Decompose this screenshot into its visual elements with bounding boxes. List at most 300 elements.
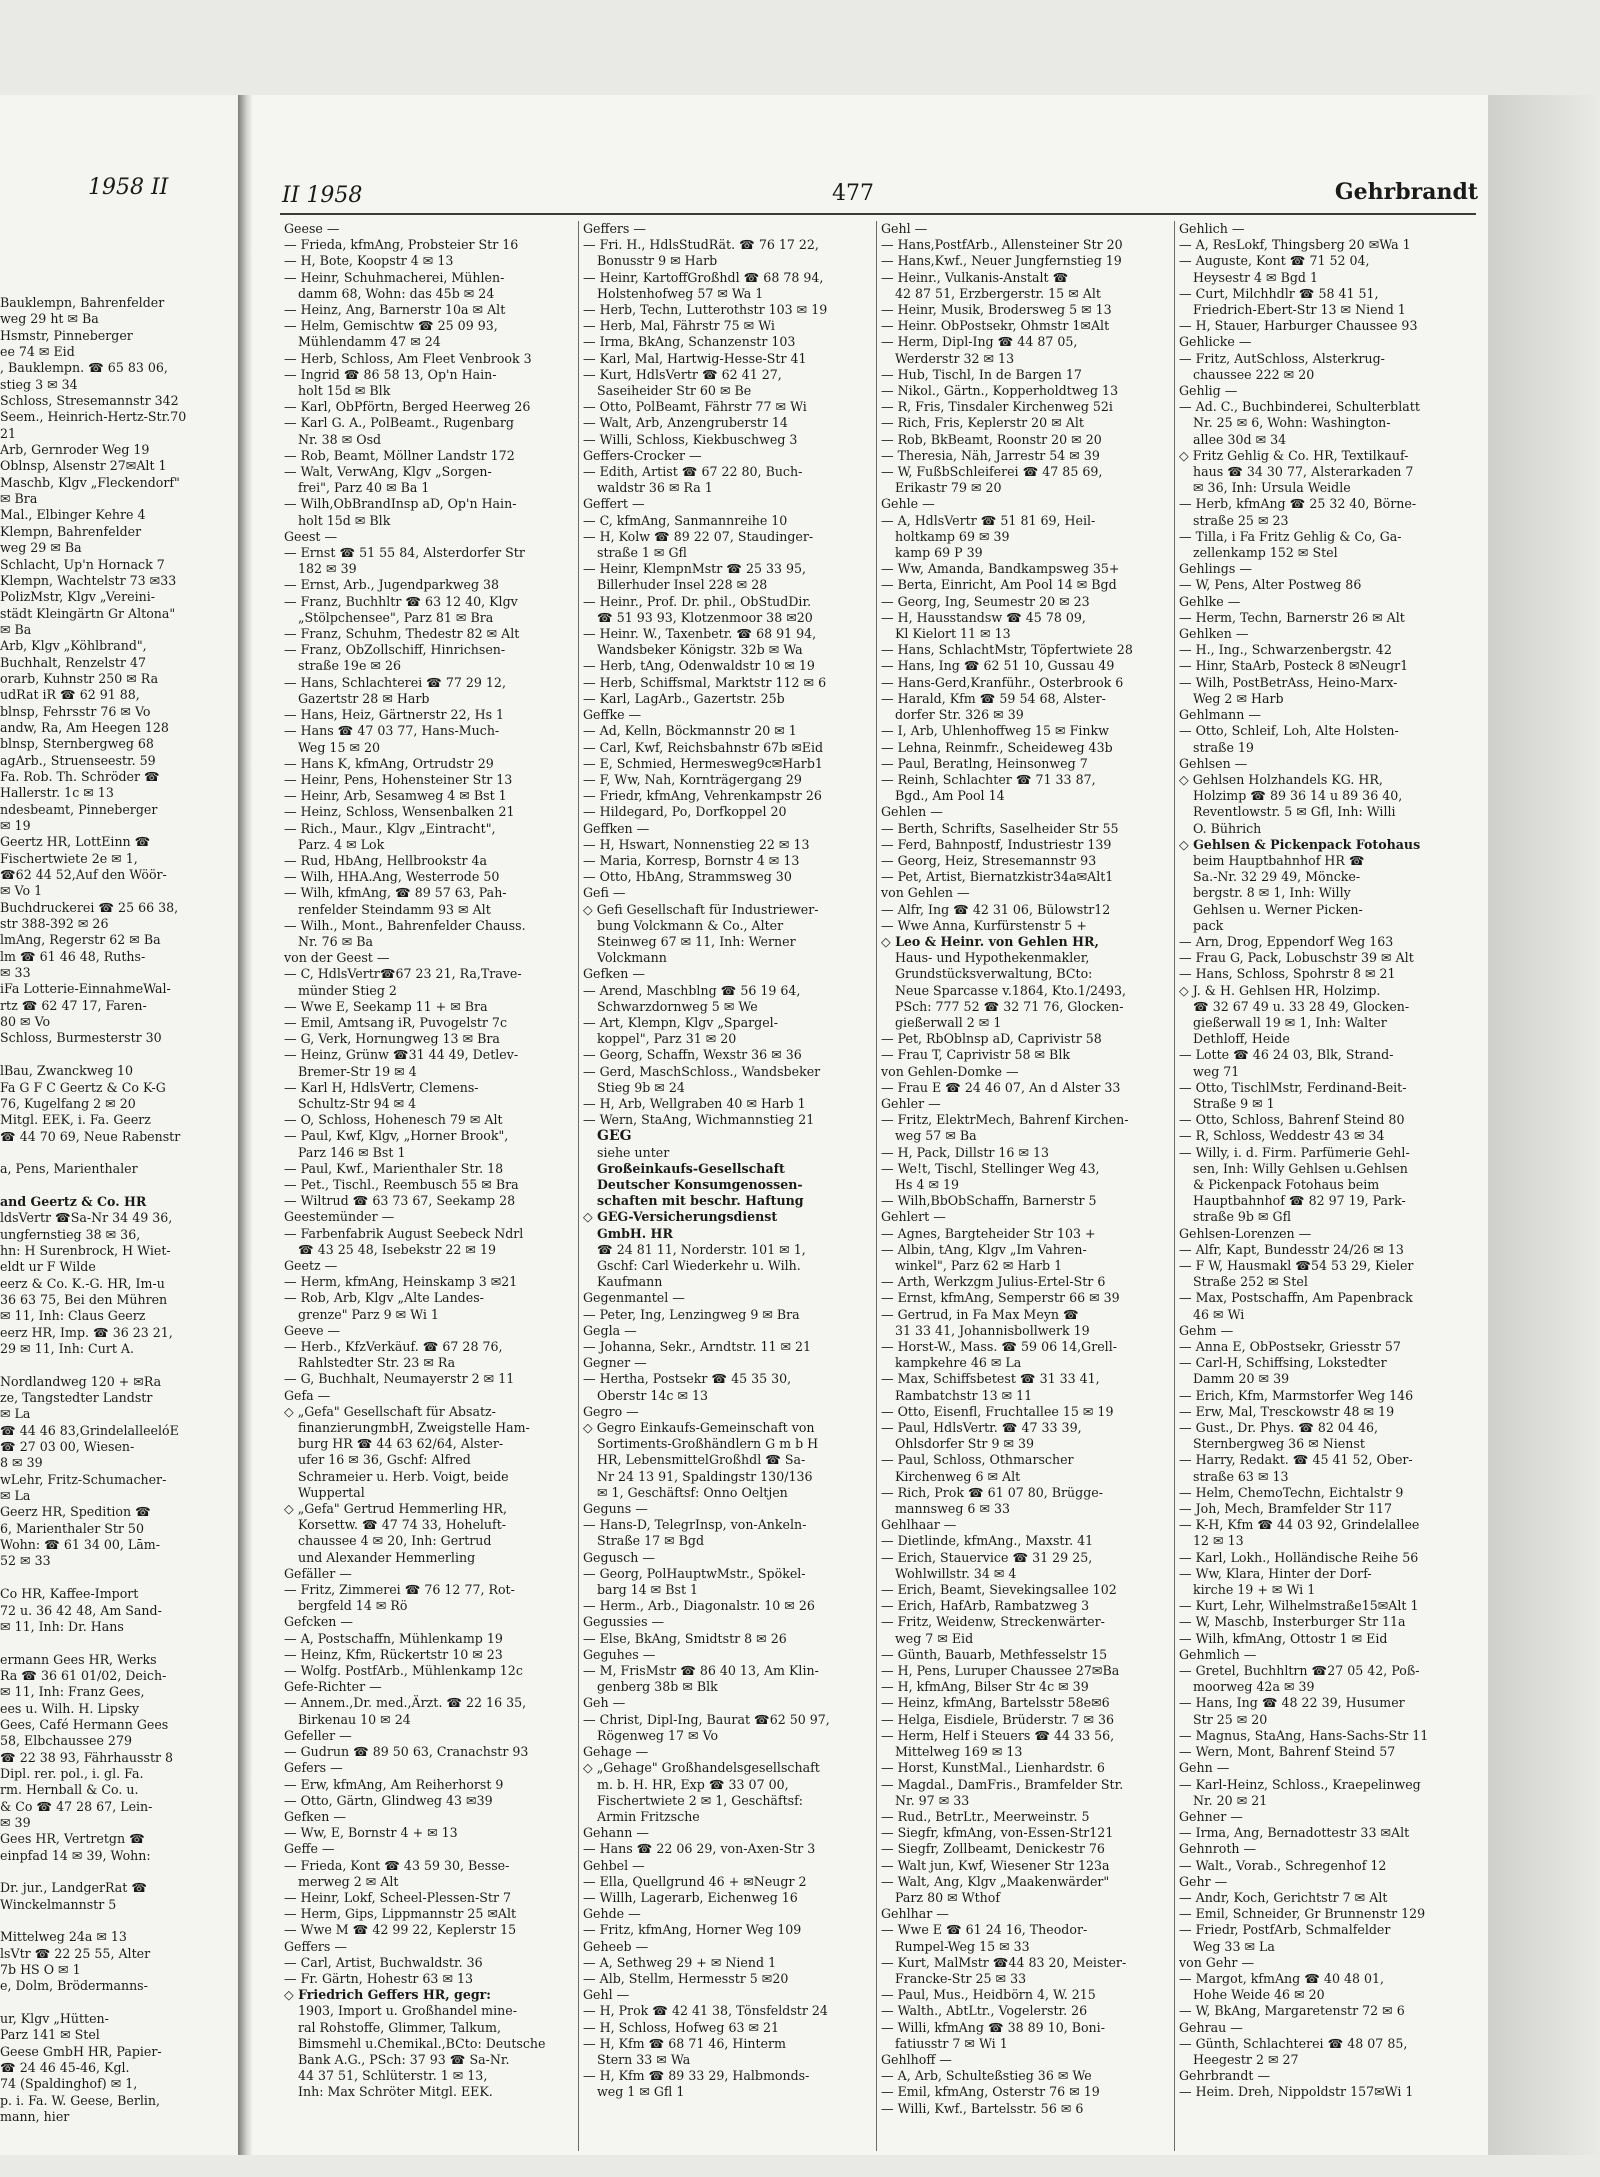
directory-entry-line: — Fritz, AutSchloss, Alsterkrug- [1179, 350, 1385, 366]
directory-entry-line: finanzierungmbH, Zweigstelle Ham- [298, 1420, 530, 1436]
directory-entry-line: — Rich., Maur., Klgv „Eintracht", [284, 820, 496, 836]
directory-entry-line: Inh: Max Schröter Mitgl. EEK. [298, 2084, 493, 2100]
directory-entry-line: — Hans,PostfArb., Allensteiner Str 20 [881, 237, 1123, 253]
surname-heading: Gehlmann — [1179, 707, 1261, 723]
surname-heading: Gehner — [1179, 1808, 1243, 1824]
left-entry-line: p. i. Fa. W. Geese, Berlin, [0, 2092, 161, 2108]
surname-heading: Gehlhaar — [881, 1517, 957, 1533]
directory-entry-line: holt 15d ✉ Blk [298, 383, 391, 399]
directory-entry-line: — Harald, Kfm ☎ 59 54 68, Alster- [881, 690, 1106, 706]
directory-entry-line: — Hans-Gerd,Kranführ., Osterbrook 6 [881, 674, 1124, 690]
directory-entry-line: — Tilla, i Fa Fritz Gehlig & Co, Ga- [1179, 528, 1402, 544]
left-entry-line: 6, Marienthaler Str 50 [0, 1520, 144, 1536]
left-entry-line: Arb, Gernroder Weg 19 [0, 442, 150, 458]
left-entry-line: eerz & Co. K.-G. HR, Im-u [0, 1275, 165, 1291]
directory-column-1 [280, 221, 578, 2151]
directory-entry-line: — Hans, Ing ☎ 48 22 39, Husumer [1179, 1695, 1405, 1711]
directory-entry-line: Birkenau 10 ✉ 24 [298, 1711, 411, 1727]
directory-entry-line: — Hans K, kfmAng, Ortrudstr 29 [284, 755, 494, 771]
directory-entry-line: — Farbenfabrik August Seebeck Ndrl [284, 1225, 524, 1241]
surname-heading: Gehle — [881, 496, 935, 512]
directory-entry-line: — Hans, Ing ☎ 62 51 10, Gussau 49 [881, 658, 1115, 674]
directory-entry-line: ◇ Friedrich Geffers HR, gegr: [284, 1987, 491, 2003]
surname-heading: Gehlhoff — [881, 2051, 952, 2067]
directory-entry-line: Francke-Str 25 ✉ 33 [895, 1970, 1027, 1986]
directory-entry-line: GEG [597, 1128, 632, 1145]
directory-entry-line: — Horst, KunstMal., Lienhardstr. 6 [881, 1760, 1105, 1776]
directory-entry-line: — Heinr, Pens, Hohensteiner Str 13 [284, 771, 513, 787]
directory-entry-line: Ohlsdorfer Str 9 ✉ 39 [895, 1436, 1035, 1452]
directory-entry-line: — Wwe E ☎ 61 24 16, Theodor- [881, 1922, 1088, 1938]
left-entry-line: Schloss, Burmesterstr 30 [0, 1030, 162, 1046]
directory-entry-line: winkel", Parz 62 ✉ Harb 1 [895, 1258, 1063, 1273]
directory-entry-line: — Fr. Gärtn, Hohestr 63 ✉ 13 [284, 1970, 474, 1986]
directory-entry-line: pack [1193, 917, 1224, 933]
directory-entry-line: — Berth, Schrifts, Saselheider Str 55 [881, 820, 1119, 836]
surname-heading: Gegner — [583, 1355, 647, 1371]
directory-entry-line: — Otto, Schloss, Bahrenf Steind 80 [1179, 1112, 1405, 1128]
directory-entry-line: — Herm, Helf i Steuers ☎ 44 33 56, [881, 1727, 1115, 1743]
left-entry-line: Hsmstr, Pinneberger [0, 327, 133, 343]
directory-entry-line: — Hans ☎ 47 03 77, Hans-Much- [284, 723, 500, 739]
left-entry-line: 21 [0, 425, 17, 441]
directory-entry-line: — W, BkAng, Margaretenstr 72 ✉ 6 [1179, 2003, 1405, 2019]
left-entry-line: ze, Tangstedter Landstr [0, 1390, 153, 1406]
directory-entry-line: ☎ 24 81 11, Norderstr. 101 ✉ 1, [597, 1241, 806, 1257]
left-entry-line: and Geertz & Co. HR [0, 1193, 147, 1209]
page-year: II 1958 [282, 183, 363, 208]
directory-entry-line: grenze" Parz 9 ✉ Wi 1 [298, 1306, 439, 1322]
left-entry-line: 76, Kugelfang 2 ✉ 20 [0, 1095, 136, 1111]
directory-entry-line: bung Volckmann & Co., Alter [597, 917, 784, 933]
directory-entry-line: — H, kfmAng, Bilser Str 4c ✉ 39 [881, 1679, 1089, 1695]
directory-entry-line: — Karl-Heinz, Schloss., Kraepelinweg [1179, 1776, 1421, 1792]
directory-entry-line: — G, Buchhalt, Neumayerstr 2 ✉ 11 [284, 1371, 515, 1387]
directory-entry-line: holt 15d ✉ Blk [298, 512, 391, 528]
left-entry-line: städt Kleingärtn Gr Altona" [0, 605, 176, 621]
directory-entry-line: — Herb, Schiffsmal, Marktstr 112 ✉ 6 [583, 674, 827, 690]
page-number: 477 [832, 181, 874, 206]
directory-entry-line: — Hinr, StaArb, Posteck 8 ✉Neugr1 [1179, 658, 1409, 674]
directory-entry-line: — Georg, Ing, Seumestr 20 ✉ 23 [881, 593, 1090, 609]
directory-entry-line: — I, Arb, Uhlenhoffweg 15 ✉ Finkw [881, 723, 1109, 739]
directory-entry-line: Nr 24 13 91, Spaldingstr 130/136 [597, 1468, 813, 1484]
directory-entry-line: — Ingrid ☎ 86 58 13, Op'n Hain- [284, 366, 497, 382]
directory-entry-line: Schrameier u. Herb. Voigt, beide [298, 1468, 509, 1484]
directory-entry-line: — Wolfg. PostfArb., Mühlenkamp 12c [284, 1663, 523, 1679]
directory-entry-line: — Ww, Amanda, Bandkampsweg 35+ [881, 561, 1120, 577]
left-entry-line: ☎ 24 46 45-46, Kgl. [0, 2060, 130, 2076]
directory-entry-line: Saseiheider Str 60 ✉ Be [597, 383, 752, 399]
directory-entry-line: — H, Kfm ☎ 68 71 46, Hinterm [583, 2035, 786, 2051]
surname-heading: Gehlen — [881, 804, 943, 820]
left-entry-line: ✉ 11, Inh: Dr. Hans [0, 1618, 124, 1634]
surname-heading: Geffke — [583, 707, 642, 723]
surname-heading: Gehlert — [881, 1209, 946, 1225]
left-entry-line: Wohn: ☎ 61 34 00, Lām- [0, 1537, 160, 1553]
directory-entry-line: — F W, Hausmakl ☎54 53 29, Kieler [1179, 1258, 1414, 1273]
surname-heading: von Gehr — [1179, 1954, 1255, 1970]
directory-entry-line: — A, HdlsVertr ☎ 51 81 69, Heil- [881, 512, 1096, 528]
directory-entry-line: — Emil, kfmAng, Osterstr 76 ✉ 19 [881, 2084, 1100, 2100]
directory-entry-line: — Hans,Kwf., Neuer Jungfernstieg 19 [881, 253, 1122, 269]
directory-entry-line: Hohe Weide 46 ✉ 20 [1193, 1987, 1325, 2003]
directory-entry-line: — Hans-D, TelegrInsp, von-Ankeln- [583, 1517, 807, 1533]
directory-entry-line: — Emil, Amtsang iR, Puvogelstr 7c [284, 1014, 507, 1030]
directory-entry-line: Korsettw. ☎ 47 74 33, Hoheluft- [298, 1517, 507, 1533]
directory-entry-line: Weg 33 ✉ La [1193, 1938, 1275, 1954]
directory-entry-line: — Gertrud, in Fa Max Meyn ☎ [881, 1306, 1079, 1322]
directory-entry-line: — Frau G, Pack, Lobuschstr 39 ✉ Alt [1179, 950, 1414, 966]
left-entry-line: andw, Ra, Am Heegen 128 [0, 719, 169, 735]
directory-entry-line: — Gudrun ☎ 89 50 63, Cranachstr 93 [284, 1744, 529, 1760]
left-entry-line: Buchhalt, Renzelstr 47 [0, 654, 146, 670]
directory-entry-line: straße 25 ✉ 23 [1193, 512, 1289, 528]
directory-entry-line: — Siegfr, Zollbeamt, Denickestr 76 [881, 1841, 1105, 1857]
left-entry-line: ☎ 44 70 69, Neue Rabenstr [0, 1128, 181, 1144]
directory-entry-line: — Berta, Einricht, Am Pool 14 ✉ Bgd [881, 577, 1117, 593]
directory-entry-line: — H, Prok ☎ 42 41 38, Tönsfeldstr 24 [583, 2003, 828, 2019]
directory-entry-line: ☎ 32 67 49 u. 33 28 49, Glocken- [1193, 998, 1410, 1014]
directory-entry-line: chaussee 4 ✉ 20, Inh: Gertrud [298, 1533, 492, 1549]
directory-entry-line: weg 71 [1193, 1063, 1240, 1079]
directory-entry-line: bergfeld 14 ✉ Rö [298, 1598, 408, 1614]
left-entry-line: Schlacht, Up'n Hornack 7 [0, 556, 165, 572]
left-entry-line: 29 ✉ 11, Inh: Curt A. [0, 1341, 134, 1356]
directory-entry-line: — Herb, tAng, Odenwaldstr 10 ✉ 19 [583, 658, 815, 674]
directory-entry-line: — Alfr, Kapt, Bundesstr 24/26 ✉ 13 [1179, 1241, 1404, 1257]
surname-heading: Gefers — [284, 1760, 343, 1776]
directory-entry-line: — Carl, Artist, Buchwaldstr. 36 [284, 1954, 483, 1970]
left-entry-line: lm ☎ 61 46 48, Ruths- [0, 948, 146, 964]
directory-entry-line: — Heinr, Arb, Sesamweg 4 ✉ Bst 1 [284, 788, 507, 804]
directory-entry-line: Nr. 97 ✉ 33 [895, 1792, 970, 1808]
directory-entry-line: ✉ 1, Geschäftsf: Onno Oeltjen [597, 1484, 788, 1500]
directory-entry-line: — O, Schloss, Hohenesch 79 ✉ Alt [284, 1112, 503, 1128]
directory-entry-line: — Auguste, Kont ☎ 71 52 04, [1179, 253, 1370, 269]
directory-entry-line: — Wilh, kfmAng, ☎ 89 57 63, Pah- [284, 885, 507, 901]
directory-entry-line: ufer 16 ✉ 36, Gschf: Alfred [298, 1452, 471, 1468]
directory-column-2 [578, 221, 876, 2151]
directory-entry-line: HR, LebensmittelGroßhdl ☎ Sa- [597, 1452, 806, 1468]
directory-entry-line: Sortiments-Großhändlern G m b H [597, 1436, 819, 1452]
left-entry-line: ☎ 44 46 83,GrindelalleelóE [0, 1422, 179, 1438]
left-entry-line: ✉ Ba [0, 621, 32, 637]
directory-entry-line: ◇ Gehlsen Holzhandels KG. HR, [1179, 771, 1383, 787]
surname-heading: Gehl — [583, 1987, 630, 2003]
directory-entry-line: — Dietlinde, kfmAng., Maxstr. 41 [881, 1533, 1094, 1549]
directory-entry-line: — Willy, i. d. Firm. Parfümerie Gehl- [1179, 1144, 1410, 1160]
left-entry-line: 8 ✉ 39 [0, 1455, 43, 1471]
left-entry-line [0, 1047, 236, 1063]
directory-entry-line: — Rob, BkBeamt, Roonstr 20 ✉ 20 [881, 431, 1102, 447]
surname-heading: Gefken — [583, 966, 645, 982]
surname-heading: Gefken — [284, 1808, 346, 1824]
directory-entry-line: — Wilh., Mont., Bahrenfelder Chauss. [284, 917, 526, 933]
surname-heading: Gehlhar — [881, 1906, 949, 1922]
directory-entry-line: — Arend, Maschblng ☎ 56 19 64, [583, 982, 801, 998]
directory-entry-line: — Lotte ☎ 46 24 03, Blk, Strand- [1179, 1047, 1394, 1063]
directory-entry-line: Hs 4 ✉ 19 [895, 1176, 960, 1192]
directory-entry-line: kirche 19 + ✉ Wi 1 [1193, 1582, 1316, 1598]
directory-entry-line: — H, Hausstandsw ☎ 45 78 09, [881, 609, 1086, 625]
directory-entry-line: — Wilh, PostBetrAss, Heino-Marx- [1179, 674, 1398, 690]
directory-entry-line: weg 1 ✉ Gfl 1 [597, 2084, 685, 2100]
directory-entry-line: — We!t, Tischl, Stellinger Weg 43, [881, 1160, 1100, 1176]
left-entry-line: weg 29 ✉ Ba [0, 540, 82, 556]
directory-entry-line: ◇ Fritz Gehlig & Co. HR, Textilkauf- [1179, 447, 1409, 463]
directory-entry-line: — Herb, Schloss, Am Fleet Venbrook 3 [284, 350, 532, 366]
directory-entry-line: straße 1 ✉ Gfl [597, 545, 687, 561]
directory-entry-line: & Pickenpack Fotohaus beim [1193, 1176, 1380, 1192]
directory-entry-line: ◇ „Gefa" Gesellschaft für Absatz- [284, 1403, 496, 1419]
directory-entry-line: — Wiltrud ☎ 63 73 67, Seekamp 28 [284, 1193, 516, 1209]
directory-entry-line: — Art, Klempn, Klgv „Spargel- [583, 1014, 778, 1030]
left-entry-line: ✉ La [0, 1406, 31, 1422]
directory-entry-line: Wandsbeker Königstr. 32b ✉ Wa [597, 642, 803, 658]
left-entry-line: 58, Elbchaussee 279 [0, 1733, 132, 1749]
left-entry-line [0, 1145, 236, 1161]
directory-entry-line: — Rud, HbAng, Hellbrookstr 4a [284, 852, 488, 868]
directory-entry-line: — Heinz, kfmAng, Bartelsstr 58e✉6 [881, 1695, 1110, 1711]
surname-heading: Gehrau — [1179, 2019, 1243, 2035]
left-entry-line: a, Pens, Marienthaler [0, 1161, 138, 1177]
surname-heading: Gehlsen-Lorenzen — [1179, 1225, 1312, 1241]
left-entry-line: orarb, Kuhnstr 250 ✉ Ra [0, 670, 159, 686]
directory-entry-line: Neue Sparcasse v.1864, Kto.1/2493, [895, 982, 1127, 998]
left-entry-line: ur, Klgv „Hütten- [0, 2011, 109, 2027]
directory-entry-line: straße 19e ✉ 26 [298, 658, 401, 674]
directory-entry-line: PSch: 777 52 ☎ 32 71 76, Glocken- [895, 998, 1124, 1014]
directory-entry-line: — Günth, Bauarb, Methfesselstr 15 [881, 1646, 1108, 1662]
directory-entry-line: — Rob, Beamt, Möllner Landstr 172 [284, 447, 515, 463]
left-entry-line: Geertz HR, LottEinn ☎ [0, 834, 151, 850]
directory-entry-line: — Herm, kfmAng, Heinskamp 3 ✉21 [284, 1274, 518, 1290]
directory-entry-line: — Helm, Gemischtw ☎ 25 09 93, [284, 318, 498, 334]
surname-heading: Geestemünder — [284, 1209, 395, 1225]
directory-entry-line: — Georg, Heiz, Stresemannstr 93 [881, 852, 1097, 868]
surname-heading: Gehn — [1179, 1760, 1230, 1776]
surname-heading: Gehlich — [1179, 221, 1245, 236]
directory-entry-line: — Heinr, KartoffGroßhdl ☎ 68 78 94, [583, 269, 824, 285]
surname-heading: von Gehlen — [881, 885, 970, 901]
directory-entry-line: Bremer-Str 19 ✉ 4 [298, 1063, 417, 1079]
directory-entry-line: — Erw, Mal, Tresckowstr 48 ✉ 19 [1179, 1403, 1395, 1419]
directory-entry-line: — Willi, Kwf., Bartelsstr. 56 ✉ 6 [881, 2100, 1084, 2116]
directory-entry-line: — Annem.,Dr. med.,Ärzt. ☎ 22 16 35, [284, 1695, 527, 1711]
directory-entry-line: — W, Pens, Alter Postweg 86 [1179, 577, 1362, 593]
surname-heading: Gegro — [583, 1403, 639, 1419]
directory-entry-line: — H, Kfm ☎ 89 33 29, Halbmonds- [583, 2068, 810, 2084]
directory-entry-line: m. b. H. HR, Exp ☎ 33 07 00, [597, 1776, 789, 1792]
left-entry-line: Dipl. rer. pol., i. gl. Fa. [0, 1765, 144, 1781]
left-entry-line: Buchdruckerei ☎ 25 66 38, [0, 899, 179, 915]
surname-heading: Geheeb — [583, 1938, 649, 1954]
directory-entry-line: Gehlsen u. Werner Picken- [1193, 901, 1363, 917]
directory-entry-line: — Friedr, PostfArb, Schmalfelder [1179, 1922, 1391, 1938]
directory-entry-line: — Herb, Techn, Lutterothstr 103 ✉ 19 [583, 302, 828, 318]
directory-entry-line: Rahlstedter Str. 23 ✉ Ra [298, 1355, 456, 1371]
directory-entry-line: — Karl G. A., PolBeamt., Rugenbarg [284, 415, 514, 431]
left-entry-line: Arb, Klgv „Köhlbrand", [0, 638, 147, 654]
directory-entry-line: gießerwall 2 ✉ 1 [895, 1014, 1002, 1030]
directory-entry-line: — Magdal., DamFris., Bramfelder Str. [881, 1776, 1124, 1792]
directory-entry-line: — Erich, HafArb, Rambatzweg 3 [881, 1598, 1090, 1614]
directory-entry-line: Holstenhofweg 57 ✉ Wa 1 [597, 285, 764, 301]
left-entry-line: Fischertwiete 2e ✉ 1, [0, 850, 138, 866]
directory-entry-line: Straße 17 ✉ Bgd [597, 1533, 705, 1549]
directory-entry-line: Hauptbahnhof ☎ 82 97 19, Park- [1193, 1193, 1406, 1209]
directory-entry-line: und Alexander Hemmerling [298, 1549, 476, 1565]
left-entry-line: Geese GmbH HR, Papier- [0, 2043, 162, 2059]
directory-entry-line: Bonusstr 9 ✉ Harb [597, 253, 718, 269]
directory-entry-line: — Rich, Prok ☎ 61 07 80, Brügge- [881, 1484, 1103, 1500]
directory-entry-line: Stern 33 ✉ Wa [597, 2051, 691, 2067]
directory-entry-line: ☎ 51 93 93, Klotzenmoor 38 ✉20 [597, 609, 813, 625]
directory-entry-line: — Paul, Beratlng, Heinsonweg 7 [881, 755, 1088, 771]
directory-entry-line: — Heim. Dreh, Nippoldstr 157✉Wi 1 [1179, 2084, 1414, 2100]
surname-heading: Gehnroth — [1179, 1841, 1257, 1857]
surname-heading: Gefcken — [284, 1614, 354, 1630]
directory-entry-line: — Irma, Ang, Bernadottestr 33 ✉Alt [1179, 1825, 1410, 1841]
left-entry-line: udRat iR ☎ 62 91 88, [0, 687, 140, 703]
directory-entry-line: — Walt, Ang, Klgv „Maakenwärder" [881, 1873, 1110, 1889]
directory-entry-line: Str 25 ✉ 20 [1193, 1711, 1268, 1727]
left-entry-line: ☎62 44 52,Auf den Wöör- [0, 867, 167, 883]
directory-entry-line: — Heinr, Musik, Brodersweg 5 ✉ 13 [881, 302, 1112, 318]
surname-heading: Geese — [284, 221, 340, 236]
surname-heading: Geffers — [284, 1938, 347, 1954]
directory-entry-line: — Paul, Schloss, Othmarscher [881, 1452, 1074, 1468]
directory-entry-line: — Herm, Dipl-Ing ☎ 44 87 05, [881, 334, 1078, 350]
surname-heading: Gehler — [881, 1095, 941, 1111]
directory-entry-line: — Harry, Redakt. ☎ 45 41 52, Ober- [1179, 1452, 1413, 1468]
directory-entry-line: — Otto, Schleif, Loh, Alte Holsten- [1179, 723, 1399, 739]
directory-entry-line: — Fritz, ElektrMech, Bahrenf Kirchen- [881, 1112, 1129, 1128]
directory-entry-line: — Willi, kfmAng ☎ 38 89 10, Boni- [881, 2019, 1105, 2035]
left-entry-line: Co HR, Kaffee-Import [0, 1586, 139, 1602]
directory-entry-line: — Fritz, kfmAng, Horner Weg 109 [583, 1922, 802, 1938]
directory-entry-line: — Erich, Beamt, Sievekingsallee 102 [881, 1582, 1117, 1598]
directory-entry-line: Straße 9 ✉ 1 [1193, 1095, 1275, 1111]
directory-entry-line: ◇ „Gefa" Gertrud Hemmerling HR, [284, 1501, 507, 1517]
left-entry-line: ✉ Bra [0, 491, 38, 507]
directory-entry-line: — Heinz, Grünw ☎31 44 49, Detlev- [284, 1047, 519, 1063]
directory-entry-line: Holzimp ☎ 89 36 14 u 89 36 40, [1193, 788, 1403, 804]
directory-entry-line: — Franz, Schuhm, Thedestr 82 ✉ Alt [284, 626, 520, 642]
left-entry-line: hn: H Surenbrock, H Wiet- [0, 1242, 171, 1258]
left-entry-line: 80 ✉ Vo [0, 1014, 51, 1030]
directory-entry-line: — Otto, HbAng, Strammsweg 30 [583, 869, 792, 885]
surname-heading: Gegenmantel — [583, 1290, 685, 1306]
directory-entry-line: burg HR ☎ 44 63 62/64, Alster- [298, 1436, 504, 1452]
surname-heading: Geest — [284, 528, 338, 544]
directory-entry-line: — Karl, LagArb., Gazertstr. 25b [583, 690, 785, 706]
directory-entry-line: Heegestr 2 ✉ 27 [1193, 2051, 1299, 2067]
directory-entry-line: — Alfr, Ing ☎ 42 31 06, Bülowstr12 [881, 901, 1111, 917]
directory-entry-line: — H, Pack, Dillstr 16 ✉ 13 [881, 1144, 1050, 1160]
directory-entry-line: — Paul, HdlsVertr. ☎ 47 33 39, [881, 1420, 1082, 1436]
directory-entry-line: Stieg 9b ✉ 24 [597, 1079, 685, 1095]
left-entry-line: stieg 3 ✉ 34 [0, 376, 78, 392]
directory-entry-line: — Ernst, kfmAng, Semperstr 66 ✉ 39 [881, 1290, 1120, 1306]
directory-entry-line: — Helm, ChemoTechn, Eichtalstr 9 [1179, 1484, 1404, 1500]
directory-entry-line: — Karl, ObPförtn, Berged Heerweg 26 [284, 399, 531, 415]
left-entry-line: rm. Hernball & Co. u. [0, 1782, 139, 1798]
directory-entry-line: Dethloff, Heide [1193, 1031, 1290, 1047]
directory-entry-line: damm 68, Wohn: das 45b ✉ 24 [298, 285, 495, 301]
surname-heading: Gehlke — [1179, 593, 1241, 609]
page-edge [1488, 95, 1600, 2155]
directory-entry-line: — Helga, Eisdiele, Brüderstr. 7 ✉ 36 [881, 1711, 1115, 1727]
directory-entry-line: — Paul, Kwf., Marienthaler Str. 18 [284, 1160, 504, 1176]
directory-entry-line: Wuppertal [298, 1484, 365, 1500]
surname-heading: Geffers-Crocker — [583, 447, 702, 463]
surname-heading: Gefi — [583, 885, 626, 901]
directory-entry-line: — Anna E, ObPostsekr, Griesstr 57 [1179, 1339, 1401, 1355]
directory-entry-line: — Christ, Dipl-Ing, Baurat ☎62 50 97, [583, 1711, 830, 1727]
directory-entry-line: — Margot, kfmAng ☎ 40 48 01, [1179, 1970, 1385, 1986]
left-entry-line: ndesbeamt, Pinneberger [0, 801, 158, 817]
directory-entry-line: — A, Arb, Schulteßstieg 36 ✉ We [881, 2068, 1092, 2084]
surname-heading: Gefe-Richter — [284, 1679, 382, 1695]
left-entry-line: wLehr, Fritz-Schumacher- [0, 1471, 167, 1487]
directory-entry-line: — Heinr., Vulkanis-Anstalt ☎ [881, 269, 1069, 285]
directory-entry-line: Gazertstr 28 ✉ Harb [298, 690, 430, 706]
directory-entry-line: — Albin, tAng, Klgv „Im Vahren- [881, 1241, 1087, 1257]
directory-entry-line: — Otto, Gärtn, Glindweg 43 ✉39 [284, 1792, 493, 1808]
directory-entry-line: — Wwe M ☎ 42 99 22, Keplerstr 15 [284, 1922, 517, 1938]
left-entry-line: Fa. Rob. Th. Schröder ☎ [0, 768, 160, 784]
directory-entry-line: haus ☎ 34 30 77, Alsterarkaden 7 [1193, 464, 1414, 480]
page-catchword: Gehrbrandt [1334, 179, 1478, 205]
directory-entry-line: — Pet., Tischl., Reembusch 55 ✉ Bra [284, 1176, 519, 1192]
directory-entry-line: — Walt, Arb, Anzengruberstr 14 [583, 415, 788, 431]
directory-entry-line: Bgd., Am Pool 14 [895, 788, 1005, 804]
left-entry-line: Maschb, Klgv „Fleckendorf" [0, 474, 180, 490]
directory-entry-line: — Frau T, Caprivistr 58 ✉ Blk [881, 1047, 1070, 1063]
directory-entry-line: — F, Ww, Nah, Kornträgergang 29 [583, 771, 802, 787]
surname-heading: Geeve — [284, 1322, 341, 1338]
left-entry-line: ✉ La [0, 1488, 31, 1504]
left-entry-line: Oblnsp, Alsenstr 27✉Alt 1 [0, 458, 167, 474]
directory-entry-line: — Hans, Heiz, Gärtnerstr 22, Hs 1 [284, 707, 505, 723]
directory-entry-line: — W, Maschb, Insterburger Str 11a [1179, 1614, 1406, 1630]
right-page-header [252, 95, 1488, 208]
directory-entry-line: — A, ResLokf, Thingsberg 20 ✉Wa 1 [1179, 237, 1411, 253]
surname-heading: Geffken — [583, 820, 650, 836]
directory-entry-line: — Wern, StaAng, Wichmannstieg 21 [583, 1112, 815, 1128]
left-entry-line: Gees, Café Hermann Gees [0, 1716, 169, 1732]
directory-entry-line: — Franz, Buchhltr ☎ 63 12 40, Klgv [284, 593, 518, 609]
left-entry-line: eldt ur F Wilde [0, 1259, 96, 1275]
directory-entry-line: holtkamp 69 ✉ 39 [895, 528, 1010, 544]
directory-entry-line: — Walt jun, Kwf, Wiesener Str 123a [881, 1857, 1110, 1873]
directory-entry-line: — E, Schmied, Hermesweg9c✉Harb1 [583, 755, 823, 771]
left-entry-line: Klempn, Bahrenfelder [0, 523, 142, 539]
directory-entry-line: — Erich, Stauervice ☎ 31 29 25, [881, 1549, 1093, 1565]
directory-entry-line: weg 57 ✉ Ba [895, 1128, 977, 1144]
directory-column-4 [1174, 221, 1472, 2151]
surname-heading: Geffert — [583, 496, 645, 512]
directory-entry-line: ◇ J. & H. Gehlsen HR, Holzimp. [1179, 982, 1381, 998]
directory-entry-line: — Carl-H, Schiffsing, Lokstedter [1179, 1355, 1387, 1371]
surname-heading: Gehlig — [1179, 383, 1238, 399]
left-entry-line: ee 74 ✉ Eid [0, 344, 75, 360]
directory-entry-line: ◇ GEG-Versicherungsdienst [583, 1209, 778, 1225]
left-entry-line: ☎ 22 38 93, Fährhausstr 8 [0, 1749, 174, 1765]
left-entry-line: & Co ☎ 47 28 67, Lein- [0, 1798, 153, 1814]
